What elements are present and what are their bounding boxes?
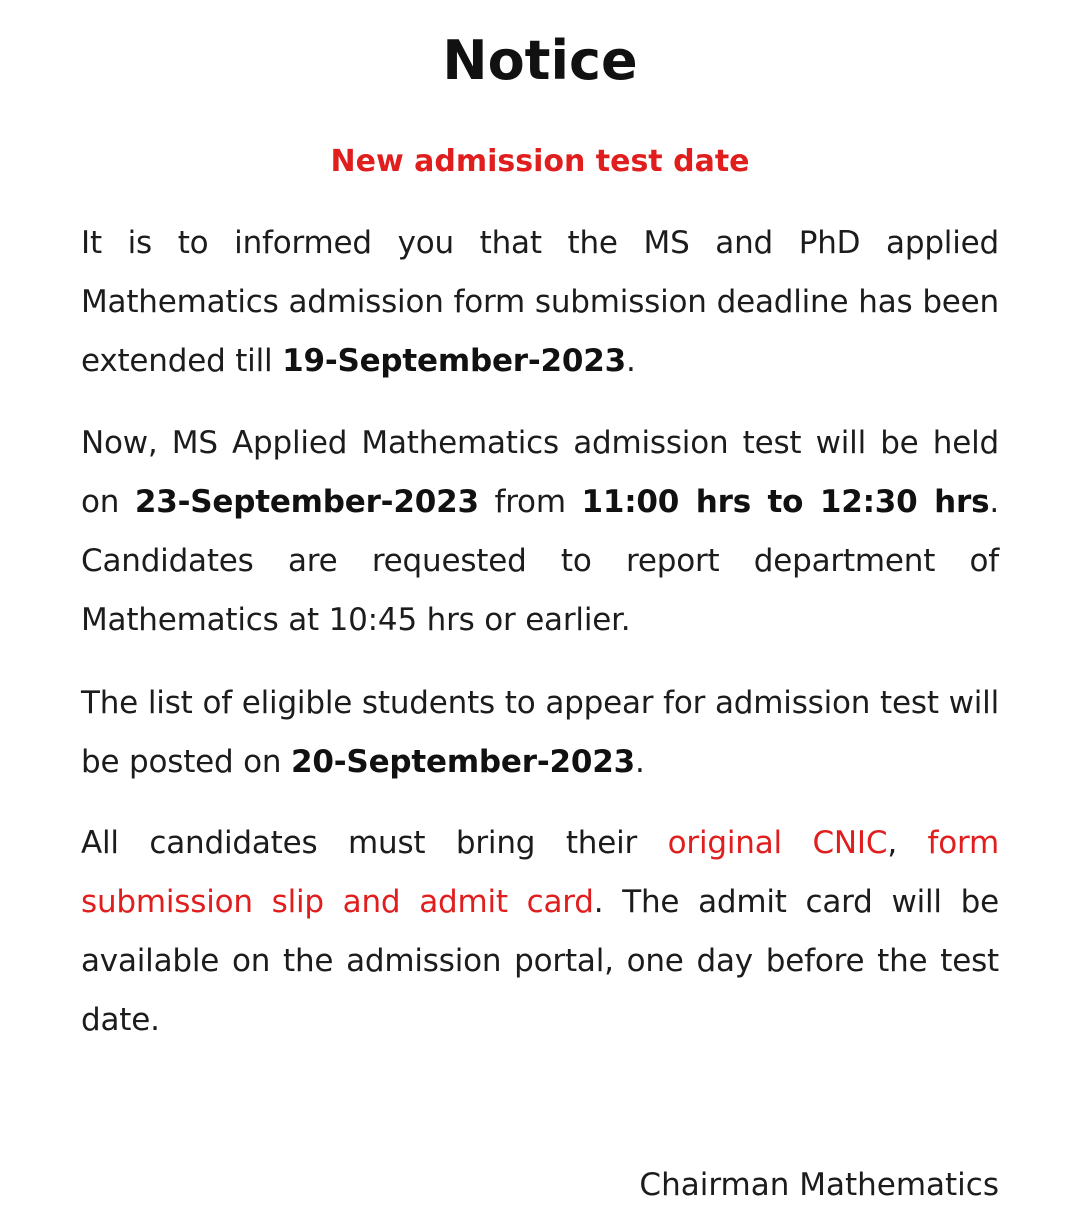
paragraph-text: , bbox=[887, 825, 928, 861]
paragraph-required-documents bbox=[81, 814, 999, 1050]
list-posting-date: 20-September-2023 bbox=[291, 744, 635, 780]
paragraph-eligible-list bbox=[81, 674, 999, 792]
required-documents-slip-admit-card: form submission slip and admit card bbox=[81, 825, 1000, 920]
paragraph-deadline-extension bbox=[81, 214, 999, 391]
paragraph-text: All candidates must bring their bbox=[81, 825, 668, 861]
paragraph-text: . Candidates are requested to report department of Mathematics at 10:45 hrs or earlier. bbox=[81, 484, 999, 638]
test-date: 23-September-2023 bbox=[134, 484, 479, 520]
signature: Chairman Mathematics bbox=[639, 1167, 999, 1203]
notice-subtitle: New admission test date bbox=[330, 144, 750, 179]
paragraph-text: Now, MS Applied Mathematics admission test will be held on bbox=[81, 425, 999, 520]
required-document-cnic: original CNIC bbox=[667, 825, 888, 861]
paragraph-text: from bbox=[478, 484, 582, 520]
paragraph-text: . bbox=[626, 343, 636, 379]
paragraph-text: The list of eligible students to appear for admission test will be posted on bbox=[81, 685, 999, 780]
paragraph-test-schedule bbox=[81, 414, 999, 650]
paragraph-text: It is to informed you that the MS and PhD applied Mathematics admission form submission deadline has been extended till bbox=[81, 225, 999, 379]
paragraph-text: . The admit card will be available on the admission portal, one day before the test date. bbox=[81, 884, 999, 1038]
notice-title: Notice bbox=[442, 29, 638, 92]
paragraph-text: . bbox=[634, 744, 645, 780]
deadline-date: 19-September-2023 bbox=[282, 343, 627, 379]
test-time: 11:00 hrs to 12:30 hrs bbox=[581, 484, 990, 520]
